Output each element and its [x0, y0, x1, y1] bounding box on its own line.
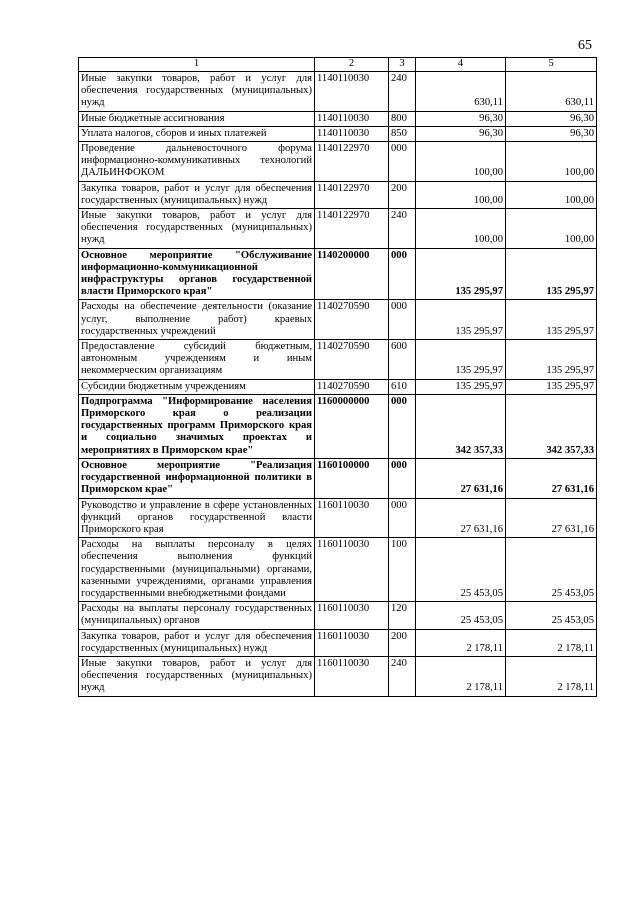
row-kind-cell: 000: [389, 248, 416, 300]
table-row: [79, 602, 597, 629]
table-row: [79, 340, 597, 380]
row-name-cell: Иные закупки товаров, работ и услуг для обеспечения государственных (муниципальных) нужд: [79, 72, 315, 112]
row-name-cell: Иные бюджетные ассигнования: [79, 111, 315, 126]
row-name-cell: Расходы на выплаты персоналу государственных (муниципальных) органов: [79, 602, 315, 629]
row-value-col4-cell: 27 631,16: [416, 498, 506, 538]
row-value-col5-cell: 96,30: [506, 126, 597, 141]
table-row: [79, 629, 597, 656]
row-kind-cell: 000: [389, 300, 416, 340]
row-code-cell: 1160110030: [315, 602, 389, 629]
row-value-col5-cell: 135 295,97: [506, 379, 597, 394]
row-name-cell: Основное мероприятие "Обслуживание информационно-коммуникационной инфраструктуры органов государственной власти Приморского края": [79, 248, 315, 300]
row-kind-cell: 120: [389, 602, 416, 629]
row-value-col4-cell: 342 357,33: [416, 394, 506, 458]
row-value-col5-cell: 630,11: [506, 72, 597, 112]
table-row: [79, 498, 597, 538]
column-header-2: 2: [315, 58, 389, 72]
table-row: [79, 181, 597, 208]
row-name-cell: Руководство и управление в сфере установленных функций органов государственной власти Приморского края: [79, 498, 315, 538]
row-value-col5-cell: 27 631,16: [506, 458, 597, 498]
table-row: [79, 394, 597, 458]
row-code-cell: 1140110030: [315, 72, 389, 112]
table-header-row: [79, 58, 597, 72]
row-value-col5-cell: 2 178,11: [506, 629, 597, 656]
row-value-col4-cell: 135 295,97: [416, 300, 506, 340]
row-value-col4-cell: 100,00: [416, 209, 506, 249]
table-row: [79, 300, 597, 340]
table-row: [79, 111, 597, 126]
row-code-cell: 1160110030: [315, 538, 389, 602]
row-kind-cell: 240: [389, 656, 416, 696]
row-kind-cell: 000: [389, 142, 416, 182]
row-kind-cell: 800: [389, 111, 416, 126]
row-code-cell: 1140270590: [315, 300, 389, 340]
row-name-cell: Уплата налогов, сборов и иных платежей: [79, 126, 315, 141]
row-code-cell: 1140110030: [315, 126, 389, 141]
row-code-cell: 1160110030: [315, 656, 389, 696]
row-kind-cell: 000: [389, 458, 416, 498]
row-value-col4-cell: 630,11: [416, 72, 506, 112]
row-code-cell: 1140122970: [315, 181, 389, 208]
row-name-cell: Закупка товаров, работ и услуг для обеспечения государственных (муниципальных) нужд: [79, 181, 315, 208]
budget-table: [78, 57, 597, 697]
row-code-cell: 1160110030: [315, 629, 389, 656]
row-value-col4-cell: 100,00: [416, 181, 506, 208]
row-name-cell: Предоставление субсидий бюджетным, автономным учреждениям и иным некоммерческим организациям: [79, 340, 315, 380]
column-header-1: 1: [79, 58, 315, 72]
row-kind-cell: 100: [389, 538, 416, 602]
row-value-col5-cell: 135 295,97: [506, 248, 597, 300]
row-kind-cell: 600: [389, 340, 416, 380]
row-code-cell: 1160110030: [315, 498, 389, 538]
row-code-cell: 1140122970: [315, 209, 389, 249]
row-value-col5-cell: 25 453,05: [506, 602, 597, 629]
table-row: [79, 458, 597, 498]
row-value-col4-cell: 135 295,97: [416, 248, 506, 300]
row-value-col5-cell: 342 357,33: [506, 394, 597, 458]
row-value-col4-cell: 96,30: [416, 111, 506, 126]
row-code-cell: 1140122970: [315, 142, 389, 182]
page-number: 65: [578, 38, 592, 53]
row-value-col4-cell: 27 631,16: [416, 458, 506, 498]
row-name-cell: Проведение дальневосточного форума информационно-коммуникативных технологий ДАЛЬИНФОКОМ: [79, 142, 315, 182]
row-name-cell: Основное мероприятие "Реализация государственной информационной политики в Приморском крае": [79, 458, 315, 498]
row-kind-cell: 200: [389, 629, 416, 656]
row-value-col4-cell: 25 453,05: [416, 538, 506, 602]
row-kind-cell: 240: [389, 209, 416, 249]
row-code-cell: 1160100000: [315, 458, 389, 498]
table-row: [79, 72, 597, 112]
table-row: [79, 142, 597, 182]
row-value-col4-cell: 2 178,11: [416, 629, 506, 656]
column-header-4: 4: [416, 58, 506, 72]
row-value-col4-cell: 2 178,11: [416, 656, 506, 696]
table-row: [79, 126, 597, 141]
row-kind-cell: 000: [389, 394, 416, 458]
row-value-col5-cell: 100,00: [506, 209, 597, 249]
row-value-col5-cell: 135 295,97: [506, 340, 597, 380]
row-value-col4-cell: 96,30: [416, 126, 506, 141]
row-name-cell: Субсидии бюджетным учреждениям: [79, 379, 315, 394]
row-value-col4-cell: 135 295,97: [416, 340, 506, 380]
table-row: [79, 248, 597, 300]
row-kind-cell: 200: [389, 181, 416, 208]
row-value-col4-cell: 135 295,97: [416, 379, 506, 394]
table-row: [79, 538, 597, 602]
row-value-col4-cell: 25 453,05: [416, 602, 506, 629]
row-value-col5-cell: 100,00: [506, 181, 597, 208]
row-value-col5-cell: 96,30: [506, 111, 597, 126]
row-code-cell: 1140270590: [315, 340, 389, 380]
row-value-col5-cell: 27 631,16: [506, 498, 597, 538]
row-name-cell: Расходы на выплаты персоналу в целях обеспечения выполнения функций государственными (муниципальными) органами, казенными учреждениями, органами управления государственными внебюджетными фондами: [79, 538, 315, 602]
budget-table-body: [79, 58, 597, 697]
table-row: [79, 379, 597, 394]
row-value-col5-cell: 135 295,97: [506, 300, 597, 340]
row-value-col5-cell: 100,00: [506, 142, 597, 182]
row-value-col4-cell: 100,00: [416, 142, 506, 182]
row-name-cell: Закупка товаров, работ и услуг для обеспечения государственных (муниципальных) нужд: [79, 629, 315, 656]
row-code-cell: 1160000000: [315, 394, 389, 458]
table-row: [79, 209, 597, 249]
row-name-cell: Подпрограмма "Информирование населения Приморского края о реализации государственных программ Приморского края и социально значимых проектах и мероприятиях в Приморском крае": [79, 394, 315, 458]
row-kind-cell: 850: [389, 126, 416, 141]
row-code-cell: 1140200000: [315, 248, 389, 300]
row-code-cell: 1140110030: [315, 111, 389, 126]
row-kind-cell: 610: [389, 379, 416, 394]
column-header-5: 5: [506, 58, 597, 72]
column-header-3: 3: [389, 58, 416, 72]
table-row: [79, 656, 597, 696]
row-value-col5-cell: 25 453,05: [506, 538, 597, 602]
row-value-col5-cell: 2 178,11: [506, 656, 597, 696]
row-kind-cell: 240: [389, 72, 416, 112]
row-name-cell: Иные закупки товаров, работ и услуг для обеспечения государственных (муниципальных) нужд: [79, 209, 315, 249]
row-name-cell: Расходы на обеспечение деятельности (оказание услуг, выполнение работ) краевых государственных учреждений: [79, 300, 315, 340]
row-kind-cell: 000: [389, 498, 416, 538]
row-code-cell: 1140270590: [315, 379, 389, 394]
row-name-cell: Иные закупки товаров, работ и услуг для обеспечения государственных (муниципальных) нужд: [79, 656, 315, 696]
